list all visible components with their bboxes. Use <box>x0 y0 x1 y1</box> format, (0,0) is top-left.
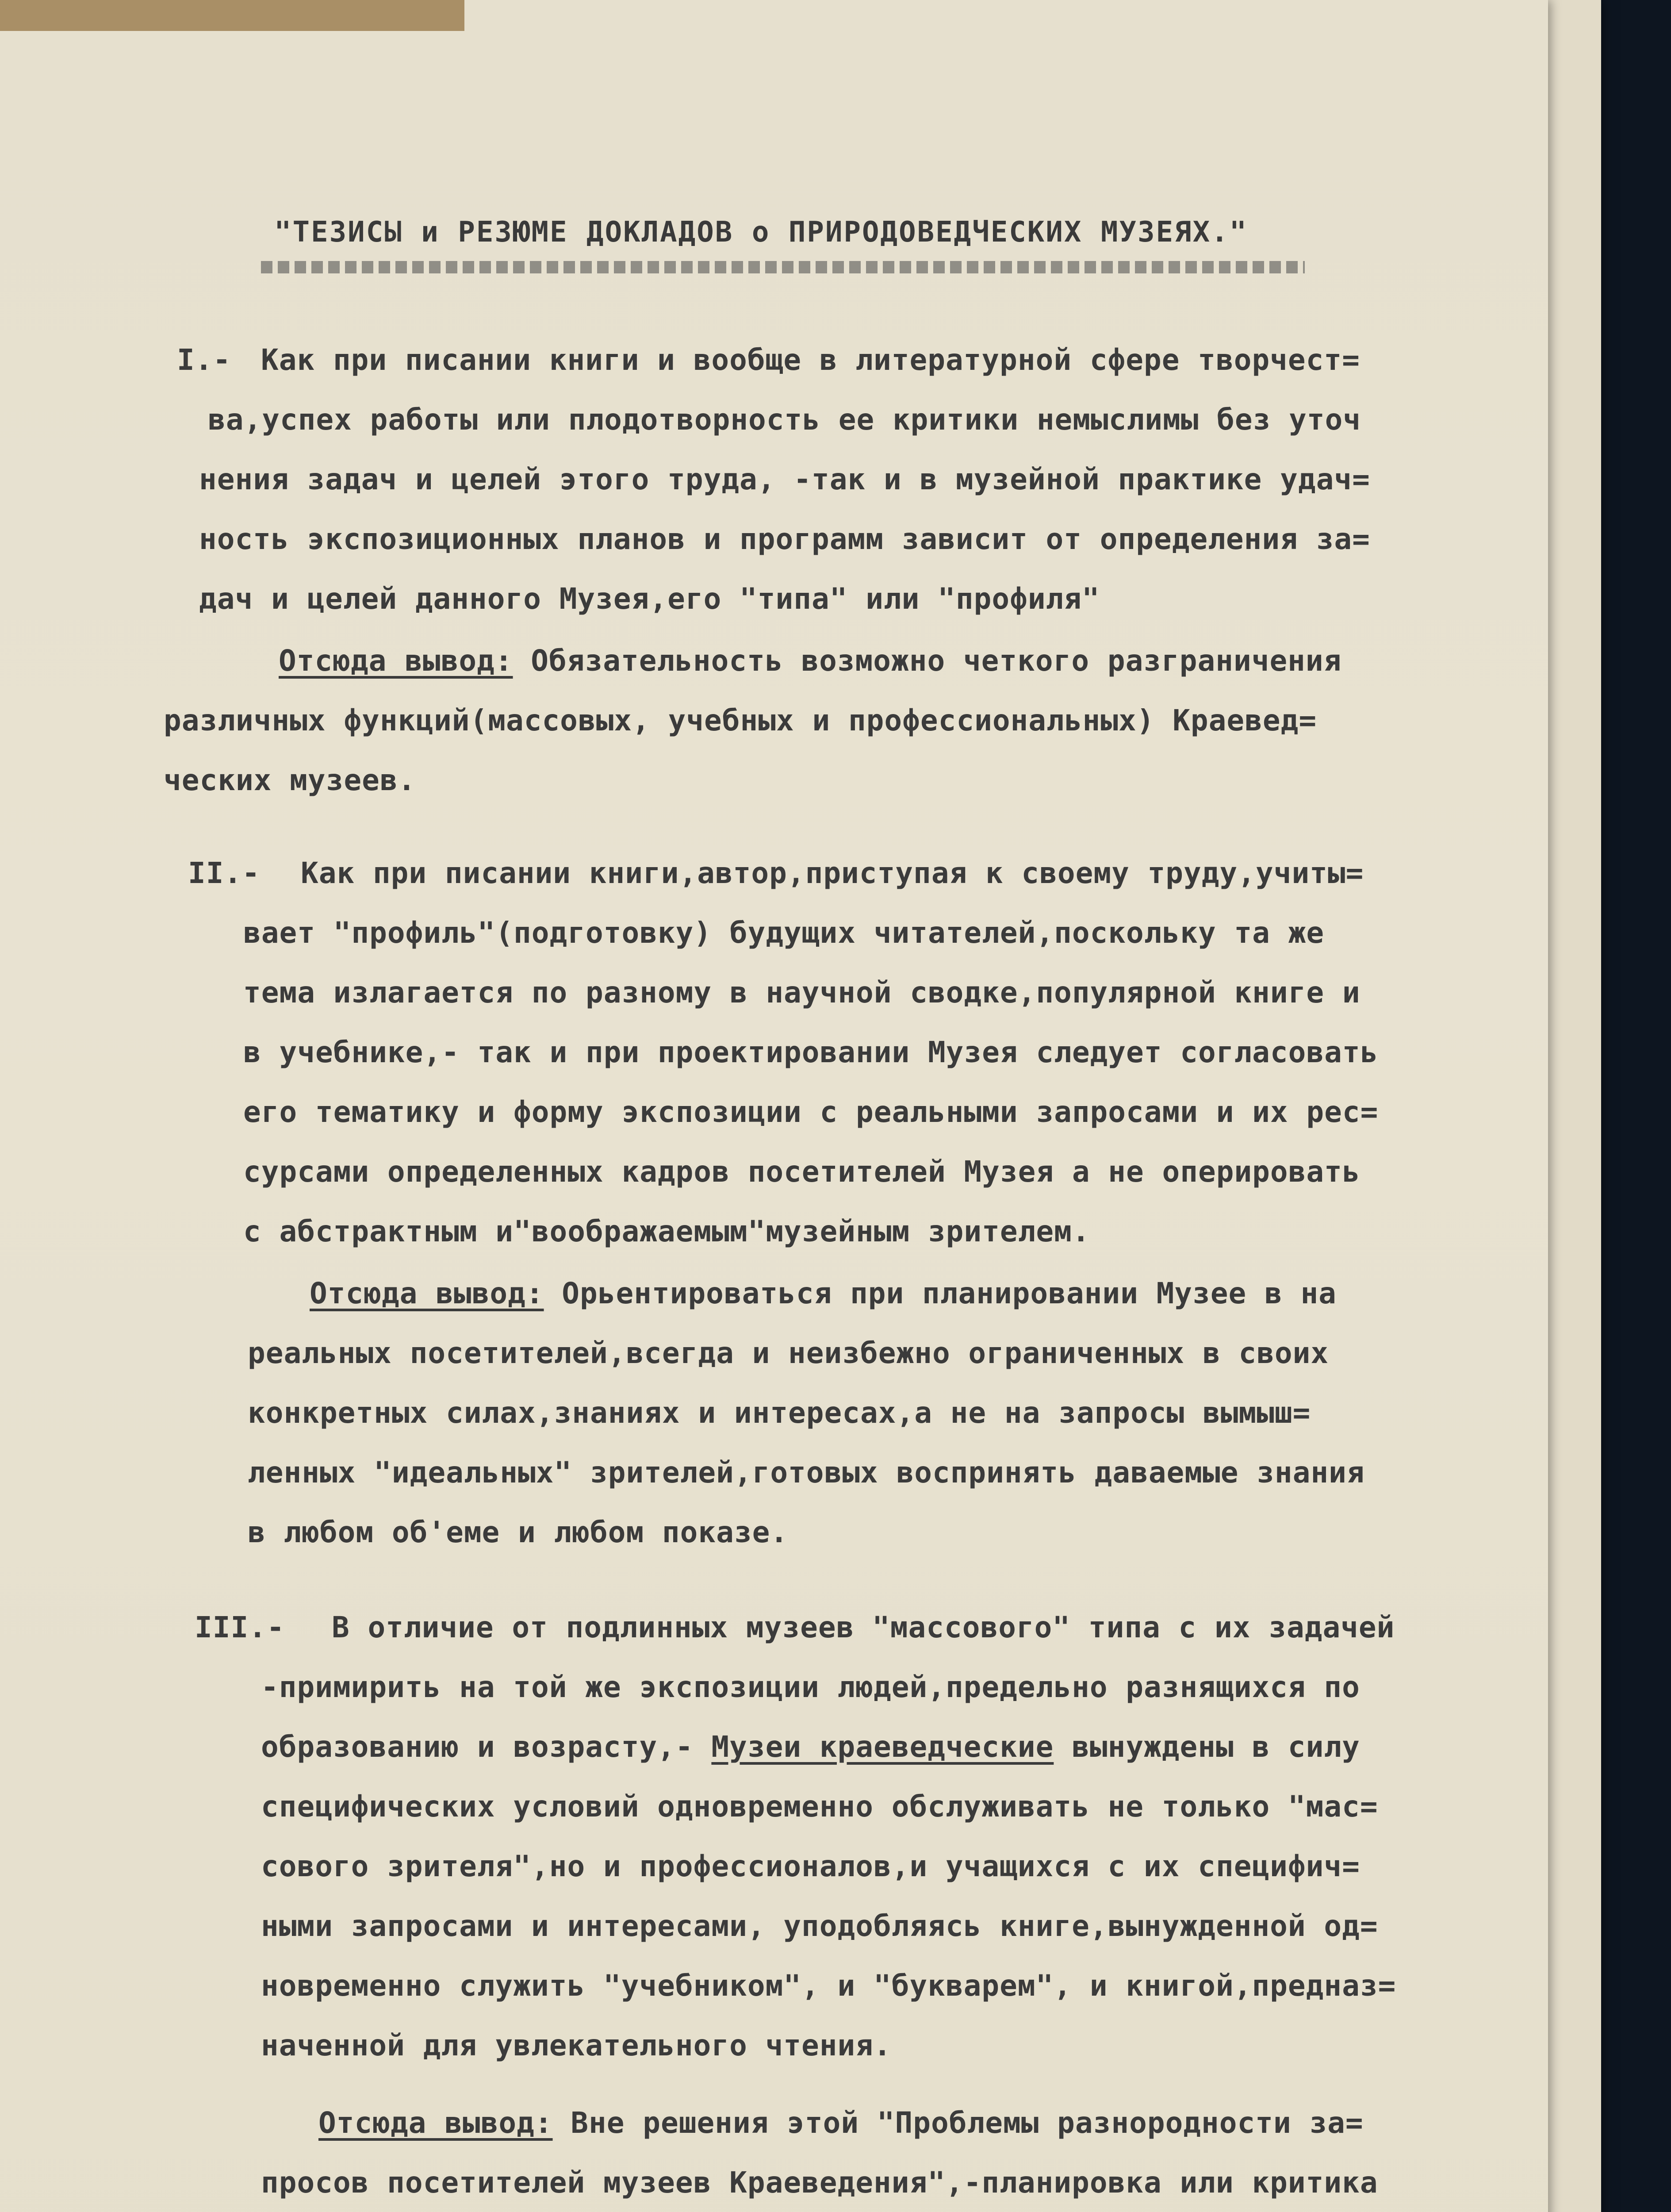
text-line: ными запросами и интересами, уподобляясь книге,вынужденной од= <box>261 1909 1378 1943</box>
text-line: специфических условий одновременно обслуживать не только "мас= <box>261 1790 1378 1824</box>
text-line: В отличие от подлинных музеев "массового" типа с их задачей <box>332 1610 1395 1644</box>
conclusion-line <box>279 644 1341 678</box>
text-segment: вынуждены в силу <box>1054 1730 1360 1764</box>
conclusion-label: Отсюда вывод: <box>318 2106 553 2140</box>
text-line: новременно служить "учебником", и "букварем", и книгой,предназ= <box>261 1969 1396 2003</box>
text-line: Как при писании книги,автор,приступая к своему труду,учиты= <box>301 856 1364 890</box>
text-line: Как при писании книги и вообще в литературной сфере творчест= <box>261 343 1360 377</box>
text-line: тема излагается по разному в научной сводке,популярной книге и <box>243 975 1361 1010</box>
conclusion-line <box>310 1276 1337 1310</box>
text-line: ва,успех работы или плодотворность ее критики немыслимы без уточ <box>208 403 1361 437</box>
text-line: сурсами определенных кадров посетителей Музея а не оперировать <box>243 1155 1361 1189</box>
document-title: "ТЕЗИСЫ и РЕЗЮМЕ ДОКЛАДОВ о ПРИРОДОВЕДЧЕСКИХ МУЗЕЯХ." <box>274 216 1248 249</box>
section-number: III.- <box>195 1610 285 1644</box>
underlined-phrase: Музеи краеведческие <box>711 1730 1054 1764</box>
text-line: различных функций(массовых, учебных и профессиональных) Краевед= <box>164 703 1317 737</box>
text-line: нения задач и целей этого труда, -так и в музейной практике удач= <box>199 462 1370 496</box>
conclusion-label: Отсюда вывод: <box>310 1276 544 1310</box>
conclusion-text: Обязательность возможно четкого разграничения <box>513 644 1342 678</box>
conclusion-label: Отсюда вывод: <box>279 644 513 678</box>
text-line: просов посетителей музеев Краеведения",-планировка или критика <box>261 2166 1378 2200</box>
conclusion-text: Орьентироваться при планировании Музее в на <box>544 1276 1337 1310</box>
conclusion-line <box>318 2106 1364 2140</box>
text-line: сового зрителя",но и профессионалов,и учащихся с их специфич= <box>261 1849 1360 1883</box>
text-segment: образованию и возрасту,- <box>261 1730 712 1764</box>
text-line: конкретных силах,знаниях и интересах,а не на запросы вымыш= <box>248 1396 1311 1430</box>
text-line: наченной для увлекательного чтения. <box>261 2028 892 2062</box>
text-line: с абстрактным и"воображаемым"музейным зрителем. <box>243 1214 1090 1248</box>
text-line: вает "профиль"(подготовку) будущих читателей,поскольку та же <box>243 916 1325 950</box>
conclusion-text: Вне решения этой "Проблемы разнородности за= <box>552 2106 1364 2140</box>
section-number: I.- <box>177 343 231 377</box>
section-number: II.- <box>188 856 260 890</box>
text-line: ность экспозиционных планов и программ зависит от определения за= <box>199 522 1370 556</box>
text-line <box>261 1730 1360 1764</box>
title-underline-rule <box>261 261 1305 273</box>
text-line: реальных посетителей,всегда и неизбежно ограниченных в своих <box>248 1336 1329 1370</box>
text-line: -примирить на той же экспозиции людей,предельно разнящихся по <box>261 1670 1360 1704</box>
text-line: в учебнике,- так и при проектировании Музея следует согласовать <box>243 1035 1379 1069</box>
text-line: ленных "идеальных" зрителей,готовых воспринять даваемые знания <box>248 1455 1365 1490</box>
text-line: ческих музеев. <box>164 763 416 797</box>
page-edge <box>0 0 464 31</box>
text-line: в любом об'еме и любом показе. <box>248 1515 789 1549</box>
text-line: дач и целей данного Музея,его "типа" или "профиля" <box>199 582 1100 616</box>
text-line: его тематику и форму экспозиции с реальными запросами и их рес= <box>243 1095 1379 1129</box>
